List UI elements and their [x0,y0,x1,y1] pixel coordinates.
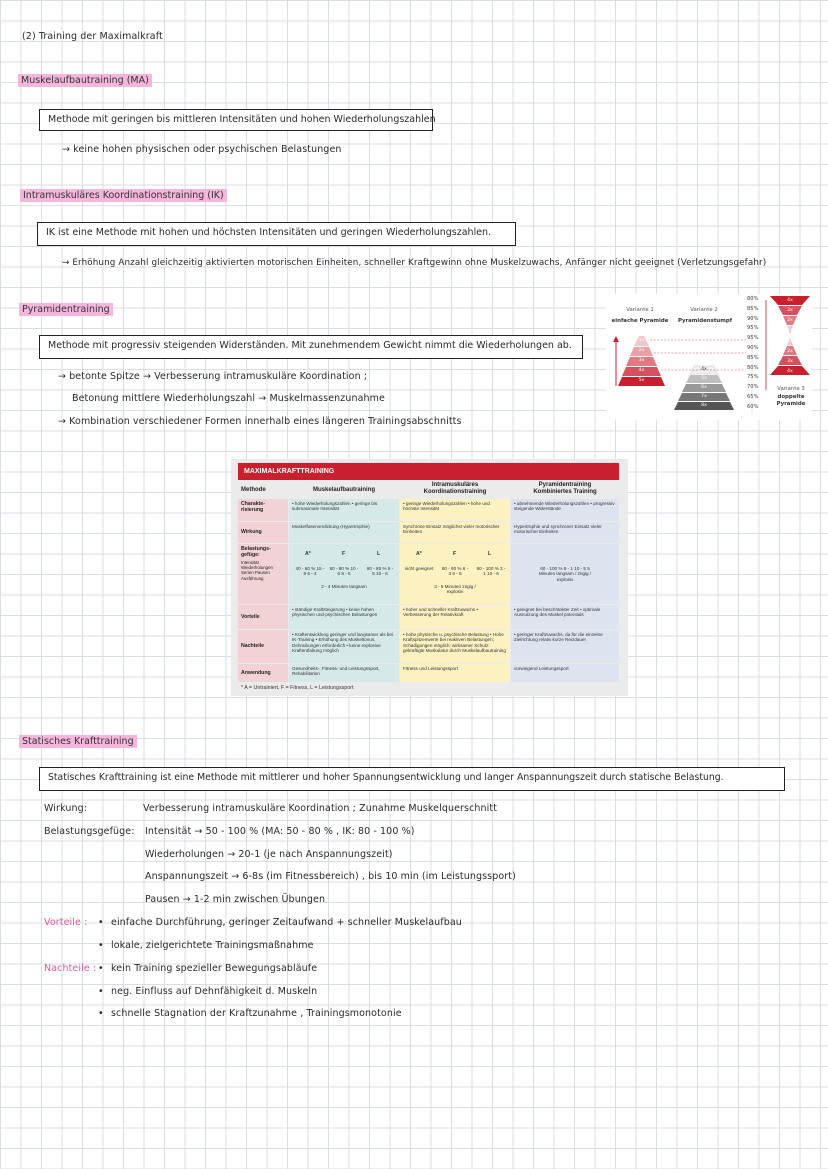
percent-label: 80% [747,364,759,371]
wiederholungen-text: Wiederholungen → 20-1 (je nach Anspannungszeit) [145,849,393,860]
variant3-name-2: Pyramide [776,401,806,407]
percent-label: 95% [747,325,759,332]
section-title-pyramid: Pyramidentraining [19,303,113,316]
cell-r4-pt: • geeignet bei beschränkter Zeit • optimale Ausnutzung des Muskel potentials [511,605,619,629]
section-title-ik: Intramuskuläres Koordinationstraining (IK) [20,189,227,202]
nachteil-1: kein Training spezieller Bewegungsabläufe [111,963,318,974]
ik-level-f: F [453,551,457,557]
maximalkraft-table [231,459,628,696]
variant1-label: Variante 1 [626,307,654,313]
row-vorteile: Vorteile [238,605,288,629]
header-ik-2: Koordinationstraining [423,489,487,495]
ma-values-pause: 2 - 4 Minuten langsam [321,584,367,589]
cell-r5-ik: • hohe physische u. psychische Belastung • Hohe Kraftspitzenwerte bei reaktiven Belastungen; Schädigungen möglich; wirksamer Schutz: gekräftigte Muskulatur durch Muskelaufbautraining [400,630,510,663]
p2-level-label: 5x [701,376,707,381]
row-belastungsgefuege-sub: Intensität Wiederholungen Serien Pausen Ausführung [241,560,273,581]
page-heading: (2) Training der Maximalkraft [22,31,163,42]
p3-bot-label: 4x [787,369,793,374]
header-ma: Muskelaufbautraining [312,487,375,493]
row-wirkung: Wirkung [238,522,288,543]
cell-r6-ma: Gesundheits-, Fitness- und Leistungssport, Rehabilitation [289,664,399,682]
arrow-head [613,336,619,342]
percent-label: 90% [747,315,759,322]
p1-level-label: 4x [638,368,645,373]
variant2-name: Pyramidenstumpf [677,318,733,324]
percent-label: 80% [747,296,759,302]
pt-values: 60 - 100 % 8 - 1 10 - 5 5 Minuten langsam / zügig / explosiv [538,566,592,582]
cell-r2-ma: Muskelfaserverdickung (Hypertrophie) [289,522,399,543]
vorteil-2: lokale, zielgerichtete Trainingsmaßnahme [111,940,314,951]
cell-r4-ma: • ständige Kraftsteigerung • keine hohen physischen und psychischen Belastungen [289,605,399,629]
ma-values-l: 80 - 85 % 6 - 5 10 - 6 [366,566,394,577]
p1-level-label: 1x [638,338,645,343]
intensitaet-text: Intensität → 50 - 100 % (MA: 50 - 80 % , IK: 80 - 100 %) [145,826,415,837]
belastung-label: Belastungsgefüge: [44,826,135,837]
bullet-dot: • [98,917,104,928]
vorteile-label: Vorteile : [44,917,88,928]
ik-values-pause: 3 - 5 Minuten zügig / explosiv [434,584,476,595]
note-ma: → keine hohen physischen oder psychischen Belastungen [62,144,342,155]
cell-r6-pt: vorwiegend Leistungssport [511,664,619,682]
p3-top-label: 2x [787,318,793,323]
bullet-pyramid-1: → betonte Spitze → Verbesserung intramuskuläre Koordination ; [58,371,368,382]
bullet-dot: • [98,986,104,997]
cell-r2-ik: Synchrone Einsatz möglichst vieler motorischer Einheiten [400,522,510,543]
p2-level-label: 6x [701,385,707,390]
row-nachteile: Nachteile [238,630,288,663]
percent-label: 60% [747,403,759,410]
cell-r5-ma: • Kraftentwicklung geringer und langsamer als bei IK-Training • Erhöhung des Muskeltonus, Dehnübungen erforderlich • keine explosive Kraftentfaltung möglich [289,630,399,663]
pausen-text: Pausen → 1-2 min zwischen Übungen [145,894,326,905]
p2-level-label: 8x [701,403,707,408]
variant2-label: Variante 2 [690,307,718,313]
definition-box-static: Statisches Krafttraining ist eine Methode mit mittlerer und hoher Spannungsentwicklung und langer Anspannungszeit durch statische Belastung. [39,767,785,791]
row-anwendung: Anwendung [238,664,288,682]
p1-level-label: 5x [638,378,645,383]
wirkung-label: Wirkung: [44,803,88,814]
cell-r2-pt: Hypertrophie und synchroner Einsatz vieler motorischer Einheiten [511,522,619,543]
p3-top-label: 3x [787,308,793,313]
cell-r6-ik: Fitness und Leistungssport [400,664,510,682]
cell-r3-pt [511,544,619,604]
percent-label: 90% [747,345,759,351]
ma-level-a: A* [305,551,311,557]
header-method: Methode [241,487,266,493]
section-title-ma: Muskelaufbautraining (MA) [18,74,152,87]
variant3-label: Variante 3 [777,386,805,392]
header-pt-2: Kombiniertes Training [533,489,597,495]
p3-top-label: 4x [787,298,793,303]
p1-level-label: 2x [638,348,645,353]
ma-values-f: 60 - 80 % 10 - 6 8 - 6 [329,566,359,577]
definition-box-pyramid: Methode mit progressiv steigenden Widerständen. Mit zunehmendem Gewicht nimmt die Wiederholungen ab. [39,335,583,359]
p2-level-label: 4x [701,367,707,372]
definition-box-ik: IK ist eine Methode mit hohen und höchsten Intensitäten und geringen Wiederholungszahlen. [37,222,516,246]
header-pt-1: Pyramidentraining [538,482,592,488]
p3-bot-label: 2x [787,349,793,354]
p3-top-label: 1x [787,328,793,333]
p3-bot-label: 1x [787,339,793,344]
percent-label: 65% [747,394,759,400]
table-title: MAXIMALKRAFTTRAINING [238,463,619,480]
bullet-pyramid-1b: Betonung mittlere Wiederholungszahl → Muskelmassenzunahme [72,393,385,404]
row-charakterisierung: Charakte-risierung [238,499,288,521]
percent-label: 75% [747,374,759,381]
bullet-dot: • [98,940,104,951]
row-belastungsgefuege [238,544,288,604]
percent-label: 95% [747,335,759,342]
bullet-dot: • [98,963,104,974]
note-ik: → Erhöhung Anzahl gleichzeitig aktivierten motorischen Einheiten, schneller Kraftgewinn ohne Muskelzuwachs, Anfänger nicht geeignet (Verletzungsgefahr) [62,258,767,268]
cell-r4-ik: • hoher und schneller Kraftzuwachs • Verbesserung der Relativkraft [400,605,510,629]
cell-r3-ik [400,544,510,604]
p3-bot-label: 3x [787,359,793,364]
bullet-pyramid-2: → Kombination verschiedener Formen innerhalb eines längeren Trainingsabschnitts [58,416,462,427]
vorteil-1: einfache Durchführung, geringer Zeitaufwand + schneller Muskelaufbau [111,917,462,928]
p1-level-label: 3x [638,358,645,363]
header-ik-1: Intramuskuläres [431,482,479,488]
nachteile-label: Nachteile : [44,963,97,974]
section-title-static: Statisches Krafttraining [19,735,137,748]
pyramid-figure [606,294,812,420]
wirkung-text: Verbesserung intramuskuläre Koordination ; Zunahme Muskelquerschnitt [143,803,498,814]
cell-r5-pt: • geringer Kraftzuwachs, da für die einzelne Zielrichtung relativ kurze Reizdauer [511,630,619,663]
bullet-dot: • [98,1008,104,1019]
ik-values-a: nicht geeignet [404,566,434,571]
variant1-name: einfache Pyramide [611,318,669,324]
row-belastungsgefuege-title: Belastungs-gefüge: [241,546,271,558]
ik-values-l: 90 - 100 % 3 - 1 10 - 6 [476,566,506,577]
nachteil-2: neg. Einfluss auf Dehnfähigkeit d. Muskeln [111,986,318,997]
ma-values-a: 40 - 60 % 15 - 8 6 - 4 [295,566,325,577]
percent-label: 85% [747,305,759,312]
p2-level-label: 7x [701,394,707,399]
ma-level-l: L [377,551,381,557]
ma-level-f: F [342,551,346,557]
variant3-name: doppelte [777,394,805,400]
definition-box-ma: Methode mit geringen bis mittleren Intensitäten und hohen Wiederholungszahlen [39,109,433,131]
cell-r3-ma [289,544,399,604]
table-footnote: * A = Untrainiert, F = Fitness, L = Leistungssport [241,685,354,691]
cell-r1-ma: • hohe Wiederholungszahlen • geringe bis submaximale Intensität [289,499,399,521]
ik-level-a: A* [416,551,422,557]
ik-values-f: 80 - 90 % 6 - 3 8 - 6 [441,566,469,577]
nachteil-3: schnelle Stagnation der Kraftzunahme , Trainingsmonotonie [111,1008,402,1019]
percent-label: 70% [747,384,759,391]
cell-r1-pt: • abnehmende Wiederholungszahlen • progressiv steigende Widerstände [511,499,619,521]
anspannungszeit-text: Anspannungszeit → 6-8s (im Fitnessbereich) , bis 10 min (im Leistungssport) [145,871,516,882]
ik-level-l: L [488,551,492,557]
percent-label: 85% [747,354,759,361]
cell-r1-ik: • geringe Wiederholungszahlen • hohe und höchste Intensität [400,499,510,521]
